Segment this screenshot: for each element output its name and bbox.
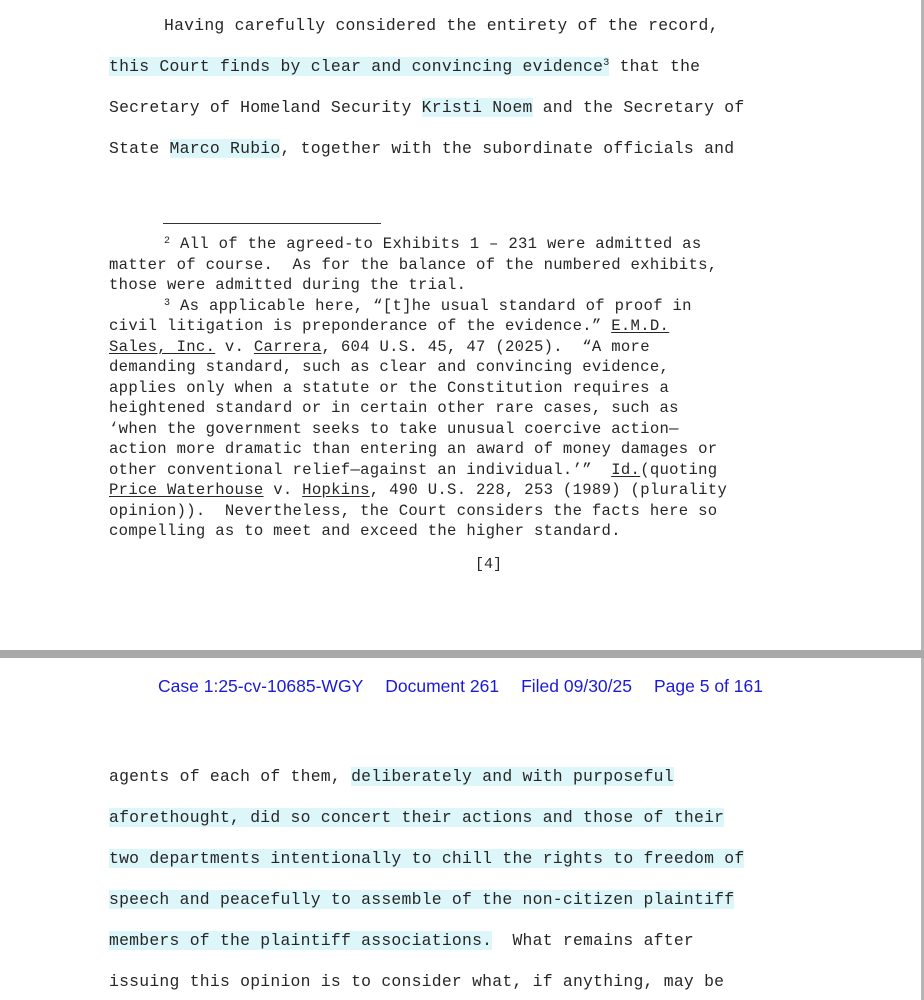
footnote-3: $^3$ As applicable here, “[t]he usual standard of proof in xyxy=(164,297,692,315)
footnote-line: ‘when the government seeks to take unusual coercive action— xyxy=(109,420,679,438)
footnote-line: compelling as to meet and exceed the higher standard. xyxy=(109,522,621,540)
highlighted-text: deliberately and with purposeful xyxy=(351,767,674,786)
filed-date: Filed 09/30/25 xyxy=(521,676,632,696)
highlighted-text: aforethought, did so concert their actions and those of their xyxy=(109,808,725,827)
page-divider xyxy=(0,650,924,658)
footnote-line: other conventional relief—against an individual.’” Id.(quoting xyxy=(109,461,718,479)
page-5 xyxy=(0,658,924,1000)
body-line: agents of each of them, deliberately and with purposeful xyxy=(109,767,674,786)
footnote-line: applies only when a statute or the Constitution requires a xyxy=(109,379,670,397)
body-line: State Marco Rubio, together with the subordinate officials and xyxy=(109,139,735,158)
document-number: Document 261 xyxy=(385,676,500,696)
body-line: Having carefully considered the entirety of the record, xyxy=(164,16,719,35)
body-line: members of the plaintiff associations. What remains after xyxy=(109,931,695,950)
footnote-separator xyxy=(163,223,381,224)
body-line: issuing this opinion is to consider what, if anything, may be xyxy=(109,972,725,991)
footnote-line: Price Waterhouse v. Hopkins, 490 U.S. 228, 253 (1989) (plurality xyxy=(109,481,728,499)
footnote-line: those were admitted during the trial. xyxy=(109,276,467,294)
footnote-line: heightened standard or in certain other rare cases, such as xyxy=(109,399,679,417)
case-citation: Hopkins xyxy=(302,481,370,499)
footnote-line: civil litigation is preponderance of the evidence.” E.M.D. xyxy=(109,317,670,335)
case-citation: Price Waterhouse xyxy=(109,481,264,499)
footnote-line: demanding standard, such as clear and convincing evidence, xyxy=(109,358,670,376)
footnote-ref[interactable]: 3 xyxy=(603,58,610,69)
case-citation: Id. xyxy=(611,461,641,479)
footnote-line: matter of course. As for the balance of the numbered exhibits, xyxy=(109,256,718,274)
footnote-line: action more dramatic than entering an award of money damages or xyxy=(109,440,718,458)
case-citation: Sales, Inc. xyxy=(109,338,216,356)
case-header xyxy=(0,676,921,697)
footnote-line: opinion)). Nevertheless, the Court considers the facts here so xyxy=(109,502,718,520)
highlighted-text: Marco Rubio xyxy=(169,139,281,158)
body-line: this Court finds by clear and convincing evidence$^3$ that the xyxy=(109,57,701,76)
highlighted-text: members of the plaintiff associations. xyxy=(109,931,493,950)
highlighted-text: this Court finds by clear and convincing evidence$^3$ xyxy=(109,57,610,76)
body-line: Secretary of Homeland Security Kristi Noem and the Secretary of xyxy=(109,98,745,117)
case-citation: Carrera xyxy=(253,338,322,356)
footnote-line: Sales, Inc. v. Carrera, 604 U.S. 45, 47 (2025). “A more xyxy=(109,338,650,356)
page-number: [4] xyxy=(475,556,503,573)
footnote-2: $^2$ All of the agreed-to Exhibits 1 – 231 were admitted as xyxy=(164,235,702,253)
page-count: Page 5 of 161 xyxy=(654,676,763,696)
highlighted-text: speech and peacefully to assemble of the non-citizen plaintiff xyxy=(109,890,735,909)
case-citation: E.M.D. xyxy=(611,317,670,335)
case-number: Case 1:25-cv-10685-WGY xyxy=(158,676,364,696)
highlighted-text: two departments intentionally to chill the rights to freedom of xyxy=(109,849,745,868)
highlighted-text: Kristi Noem xyxy=(421,98,533,117)
